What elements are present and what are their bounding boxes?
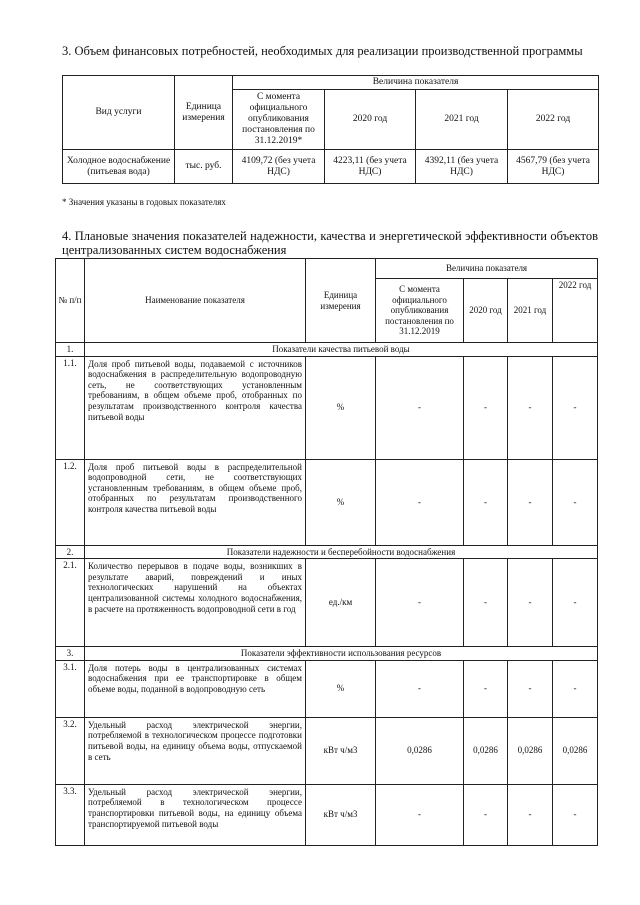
row-since: - — [376, 660, 464, 717]
header-2022: 2022 год — [508, 90, 599, 150]
row-num: 2.1. — [56, 559, 85, 647]
group-title: Показатели надежности и бесперебойности водоснабжения — [85, 545, 598, 559]
row-2020: - — [464, 784, 508, 845]
row-unit: % — [306, 356, 376, 459]
header-num: № п/п — [56, 259, 85, 343]
financial-needs-table — [62, 75, 599, 184]
group-num: 2. — [56, 545, 85, 559]
row-name: Доля потерь воды в централизованных системах водоснабжения при ее транспортировке в общем объеме воды, поданной в водопроводную сеть — [85, 660, 306, 717]
table-row — [56, 717, 598, 784]
cell-2021: 4392,11 (без учета НДС) — [416, 150, 508, 184]
row-unit: ед./км — [306, 559, 376, 647]
row-name: Доля проб питьевой воды, подаваемой с источников водоснабжения в распределительную водопроводную сеть, не соответствующих установленным требованиям, в общем объеме проб, отобранных по результатам производственного контроля качества питьевой воды — [85, 356, 306, 459]
row-num: 3.3. — [56, 784, 85, 845]
header-since: С момента официального опубликования постановления по 31.12.2019* — [233, 90, 325, 150]
row-name: Удельный расход электрической энергии, потребляемой в технологическом процессе транспортировки питьевой воды, на единицу объема транспортируемой питьевой воды — [85, 784, 306, 845]
row-unit: кВт ч/м3 — [306, 784, 376, 845]
header-2022: 2022 год — [553, 279, 598, 343]
row-num: 3.2. — [56, 717, 85, 784]
row-num: 1.1. — [56, 356, 85, 459]
row-name: Количество перерывов в подаче воды, возникших в результате аварий, повреждений и иных технологических нарушений на объектах централизованной системы холодного водоснабжения, в расчете на протяженность водопроводной сети в год — [85, 559, 306, 647]
indicators-table — [55, 258, 598, 846]
section4-heading: 4. Плановые значения показателей надежности, качества и энергетической эффективности объектов централизованных систем водоснабжения — [62, 229, 598, 257]
row-2022: - — [553, 459, 598, 545]
row-2020: - — [464, 459, 508, 545]
row-2020: - — [464, 660, 508, 717]
row-2021: - — [508, 660, 553, 717]
row-2020: - — [464, 356, 508, 459]
row-name: Удельный расход электрической энергии, потребляемой в технологическом процессе подготовки питьевой воды, на единицу объема воды, отпускаемой в сеть — [85, 717, 306, 784]
header-unit: Единица измерения — [306, 259, 376, 343]
cell-2020: 4223,11 (без учета НДС) — [325, 150, 416, 184]
row-2022: - — [553, 356, 598, 459]
table-row — [56, 559, 598, 647]
row-2021: - — [508, 459, 553, 545]
footnote: * Значения указаны в годовых показателях — [62, 197, 226, 207]
header-2020: 2020 год — [464, 279, 508, 343]
row-unit: % — [306, 660, 376, 717]
row-2021: 0,0286 — [508, 717, 553, 784]
row-num: 1.2. — [56, 459, 85, 545]
row-unit: % — [306, 459, 376, 545]
section3-heading: 3. Объем финансовых потребностей, необходимых для реализации производственной программы — [62, 44, 583, 58]
header-indicator-value: Величина показателя — [233, 76, 599, 90]
header-service: Вид услуги — [63, 76, 175, 150]
header-2021: 2021 год — [508, 279, 553, 343]
row-since: - — [376, 784, 464, 845]
row-2022: - — [553, 784, 598, 845]
cell-unit: тыс. руб. — [175, 150, 233, 184]
table-row — [56, 660, 598, 717]
row-since: 0,0286 — [376, 717, 464, 784]
header-since: С момента официального опубликования постановления по 31.12.2019 — [376, 279, 464, 343]
header-2020: 2020 год — [325, 90, 416, 150]
header-name: Наименование показателя — [85, 259, 306, 343]
group-num: 1. — [56, 343, 85, 357]
group-row — [56, 647, 598, 661]
row-2022: 0,0286 — [553, 717, 598, 784]
group-row — [56, 545, 598, 559]
row-2020: - — [464, 559, 508, 647]
row-2020: 0,0286 — [464, 717, 508, 784]
row-2021: - — [508, 356, 553, 459]
table-row — [56, 784, 598, 845]
cell-2022: 4567,79 (без учета НДС) — [508, 150, 599, 184]
row-since: - — [376, 356, 464, 459]
group-num: 3. — [56, 647, 85, 661]
row-num: 3.1. — [56, 660, 85, 717]
group-title: Показатели качества питьевой воды — [85, 343, 598, 357]
row-2022: - — [553, 660, 598, 717]
row-2021: - — [508, 559, 553, 647]
header-indicator-value: Величина показателя — [376, 259, 598, 279]
header-2021: 2021 год — [416, 90, 508, 150]
header-unit: Единица измерения — [175, 76, 233, 150]
table-row — [56, 459, 598, 545]
row-since: - — [376, 459, 464, 545]
cell-since: 4109,72 (без учета НДС) — [233, 150, 325, 184]
row-2021: - — [508, 784, 553, 845]
table-row — [63, 150, 599, 184]
row-name: Доля проб питьевой воды в распределительной водопроводной сети, не соответствующих установленным требованиям, в общем объеме проб, отобранных по результатам производственного контроля качества питьевой воды — [85, 459, 306, 545]
group-row — [56, 343, 598, 357]
cell-service: Холодное водоснабжение (питьевая вода) — [63, 150, 175, 184]
row-since: - — [376, 559, 464, 647]
group-title: Показатели эффективности использования ресурсов — [85, 647, 598, 661]
table-row — [56, 356, 598, 459]
row-2022: - — [553, 559, 598, 647]
row-unit: кВт ч/м3 — [306, 717, 376, 784]
